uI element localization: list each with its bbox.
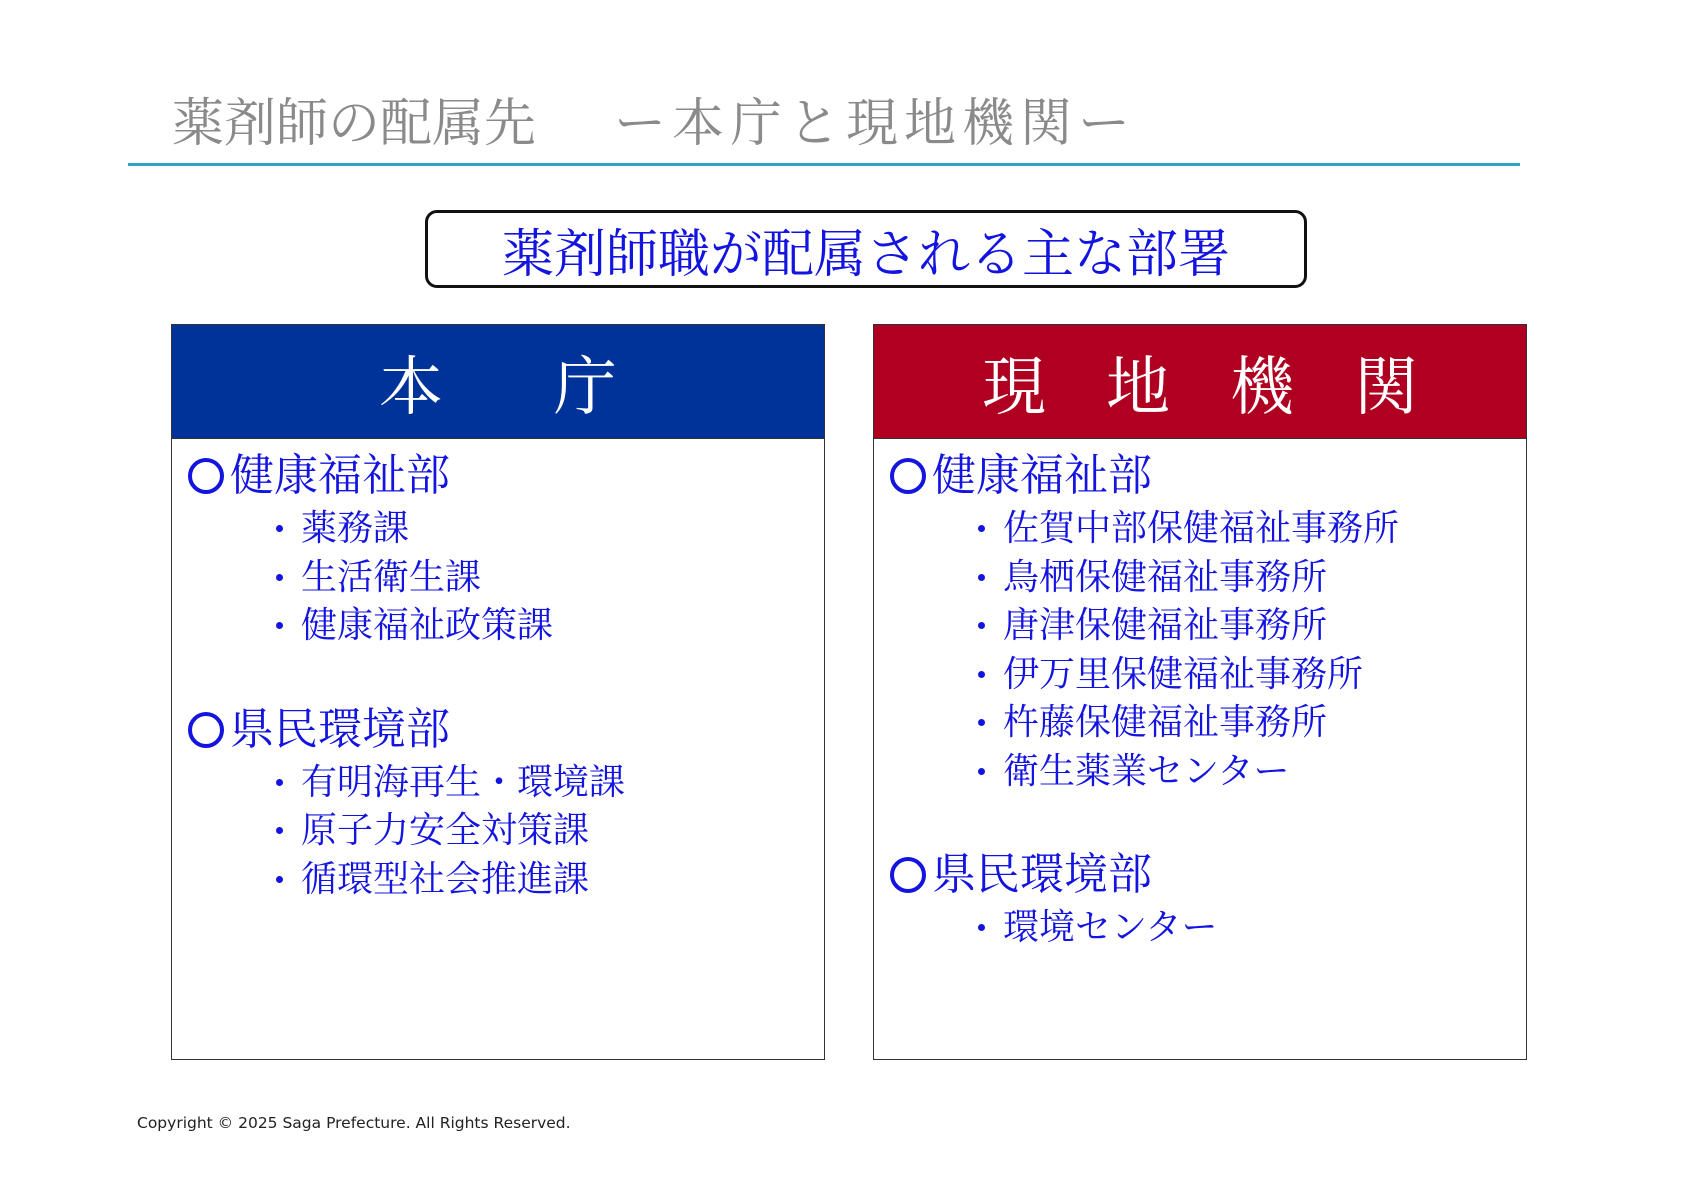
bullet-icon (276, 876, 283, 883)
list-item-label: 健康福祉政策課 (301, 605, 554, 646)
list-item (188, 554, 824, 603)
list-item (188, 505, 824, 554)
slide-title-sub: ー本庁と現地機関ー (614, 94, 1137, 154)
list-item (890, 602, 1526, 651)
list-item-label: 杵藤保健福祉事務所 (1003, 702, 1328, 743)
headline-box (425, 210, 1307, 288)
bullet-icon (276, 827, 283, 834)
bullet-icon (978, 719, 985, 726)
list-item (890, 554, 1526, 603)
circle-icon (188, 458, 224, 494)
bullet-icon (276, 525, 283, 532)
list-item (890, 651, 1526, 700)
list-item (890, 904, 1526, 953)
bullet-icon (978, 768, 985, 775)
list-item-label: 伊万里保健福祉事務所 (1003, 653, 1364, 695)
bullet-icon (276, 779, 283, 786)
bullet-icon (276, 574, 283, 581)
list-item-label: 環境センター (1003, 907, 1218, 948)
list-item (188, 602, 824, 651)
circle-icon (890, 857, 926, 893)
bullet-icon (978, 574, 985, 581)
dept-heading (890, 846, 1526, 904)
dept-heading (890, 447, 1526, 505)
slide-title-main: 薬剤師の配属先 (172, 94, 537, 154)
panel-genchi (873, 324, 1527, 1060)
dept-heading (188, 701, 824, 759)
dept-label: 健康福祉部 (230, 450, 450, 501)
slide-title (172, 88, 1136, 160)
bullet-icon (978, 622, 985, 629)
list-item (890, 748, 1526, 797)
group-spacer (188, 651, 824, 701)
list-item (890, 699, 1526, 748)
group-spacer (890, 796, 1526, 846)
dept-label: 健康福祉部 (932, 450, 1152, 501)
copyright-notice: Copyright © 2025 Saga Prefecture. All Rights Reserved. (137, 1114, 571, 1132)
list-item-label: 原子力安全対策課 (301, 810, 590, 851)
list-item-label: 衛生薬業センター (1003, 750, 1290, 792)
circle-icon (188, 712, 224, 748)
panel-body-honcho (172, 439, 824, 904)
bullet-icon (978, 525, 985, 532)
list-item-label: 有明海再生・環境課 (301, 761, 626, 803)
list-item (188, 759, 824, 808)
dept-label: 県民環境部 (230, 703, 450, 755)
list-item-label: 唐津保健福祉事務所 (1003, 605, 1328, 646)
bullet-icon (978, 924, 985, 931)
list-item (188, 856, 824, 905)
panel-honcho (171, 324, 825, 1060)
list-item-label: 生活衛生課 (301, 556, 482, 598)
list-item-label: 薬務課 (301, 508, 410, 549)
list-item-label: 循環型社会推進課 (301, 858, 590, 900)
dept-heading (188, 447, 824, 505)
list-item (188, 807, 824, 856)
panel-header-honcho: 本庁 (172, 325, 824, 439)
list-item (890, 505, 1526, 554)
bullet-icon (978, 671, 985, 678)
list-item-label: 鳥栖保健福祉事務所 (1003, 556, 1328, 598)
bullet-icon (276, 622, 283, 629)
dept-label: 県民環境部 (932, 849, 1152, 900)
panel-body-genchi (874, 439, 1526, 953)
circle-icon (890, 458, 926, 494)
panel-header-genchi: 現地機関 (874, 325, 1526, 439)
title-underline (128, 163, 1520, 166)
headline-text: 薬剤師職が配属される主な部署 (501, 224, 1230, 285)
list-item-label: 佐賀中部保健福祉事務所 (1003, 508, 1400, 549)
